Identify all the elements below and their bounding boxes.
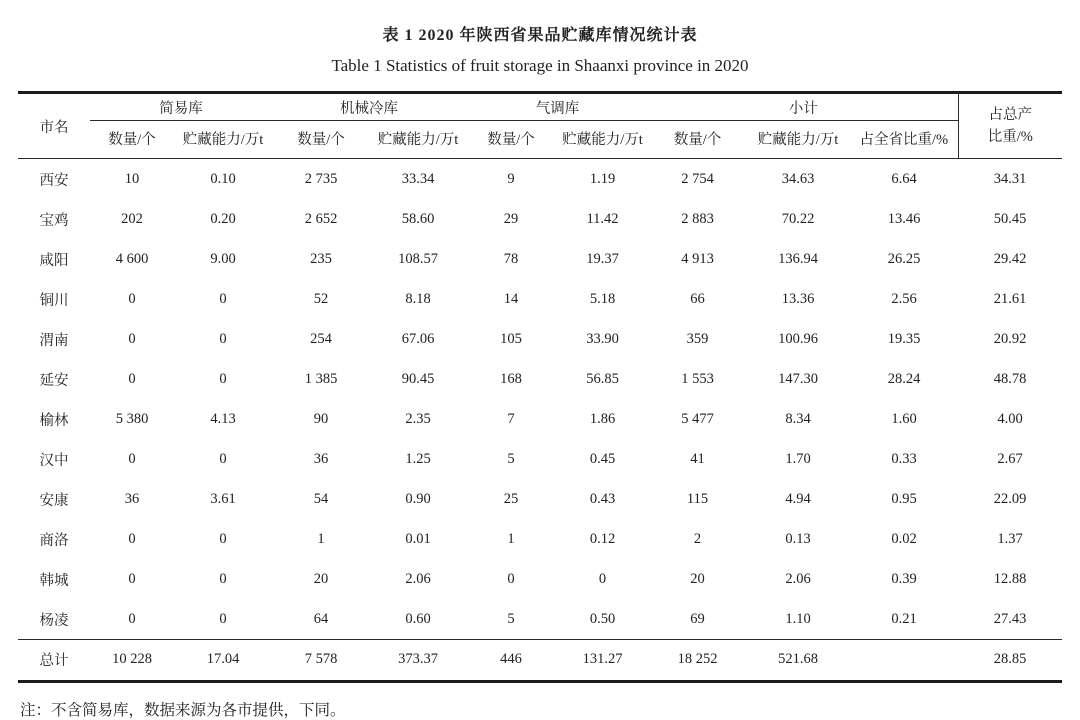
- value-cell: 1: [507, 531, 515, 547]
- value-cell: 0: [128, 451, 136, 467]
- value-cell: 7 578: [272, 640, 370, 682]
- value-cell: 2 652: [304, 211, 338, 227]
- value-cell: 36: [124, 491, 140, 507]
- value-cell: 2.06: [785, 571, 811, 587]
- value-cell: 0: [219, 371, 227, 387]
- value-cell: 27.43: [993, 611, 1027, 627]
- value-cell: 33.90: [586, 331, 619, 347]
- value-cell: 90.45: [401, 371, 435, 387]
- col-header-simple-capacity: 贮藏能力/万t: [174, 121, 272, 159]
- value-cell: 36: [313, 451, 329, 467]
- value-cell: 4.94: [785, 491, 811, 507]
- city-cell: 榆林: [39, 413, 69, 429]
- value-cell: 0: [598, 571, 607, 587]
- value-cell: 168: [500, 371, 522, 387]
- table-row: [18, 359, 1062, 399]
- value-cell: 1.10: [785, 611, 811, 627]
- group-header-row: [18, 93, 1062, 121]
- value-cell: 131.27: [556, 640, 649, 682]
- value-cell: 0.21: [891, 611, 917, 627]
- value-cell: 2 735: [304, 171, 338, 187]
- city-cell: 总计: [18, 640, 90, 682]
- value-cell: 0.12: [589, 531, 616, 547]
- value-cell: 0.95: [891, 491, 917, 507]
- city-cell: 汉中: [39, 453, 69, 469]
- value-cell: 0: [219, 451, 227, 467]
- value-cell: 26.25: [887, 251, 921, 267]
- value-cell: 0.90: [405, 491, 431, 507]
- value-cell: 64: [313, 611, 329, 627]
- value-cell: 0.20: [210, 211, 236, 227]
- value-cell: 14: [503, 291, 519, 307]
- value-cell: 8.18: [405, 291, 431, 307]
- city-cell: 宝鸡: [39, 213, 69, 229]
- value-cell: 1.25: [405, 451, 431, 467]
- table-row: [18, 239, 1062, 279]
- value-cell: 0: [128, 291, 136, 307]
- col-header-total-output-share-line2: 比重/%: [987, 129, 1033, 145]
- col-header-total-output-share: [958, 93, 1062, 159]
- value-cell: 1.70: [785, 451, 811, 467]
- value-cell: 52: [313, 291, 329, 307]
- value-cell: [850, 640, 958, 682]
- table-body: [18, 159, 1062, 682]
- value-cell: 20: [313, 571, 329, 587]
- value-cell: 13.46: [887, 211, 921, 227]
- value-cell: 29: [503, 211, 519, 227]
- value-cell: 1.19: [589, 171, 616, 187]
- value-cell: 0.01: [405, 531, 431, 547]
- value-cell: 2.56: [891, 291, 917, 307]
- value-cell: 9.00: [210, 251, 236, 267]
- value-cell: 5: [507, 611, 515, 627]
- value-cell: 69: [690, 611, 705, 627]
- value-cell: 67.06: [401, 331, 435, 347]
- col-header-subtotal-quantity: 数量/个: [649, 121, 746, 159]
- value-cell: 4 600: [115, 251, 149, 267]
- value-cell: 25: [503, 491, 519, 507]
- table-caption-chinese: 表 1 2020 年陕西省果品贮藏库情况统计表: [382, 27, 698, 44]
- value-cell: 8.34: [785, 411, 811, 427]
- value-cell: 373.37: [370, 640, 466, 682]
- table-row: [18, 599, 1062, 640]
- city-cell: 韩城: [39, 573, 69, 589]
- table-total-row: [18, 640, 1062, 682]
- value-cell: 5: [507, 451, 515, 467]
- table-row: [18, 439, 1062, 479]
- value-cell: 0: [128, 371, 136, 387]
- value-cell: 21.61: [993, 291, 1027, 307]
- table-row: [18, 519, 1062, 559]
- value-cell: 100.96: [778, 331, 818, 347]
- value-cell: 56.85: [586, 371, 619, 387]
- value-cell: 1 553: [681, 371, 714, 387]
- value-cell: 22.09: [993, 491, 1027, 507]
- table-row: [18, 159, 1062, 200]
- city-cell: 咸阳: [39, 253, 69, 269]
- value-cell: 28.24: [887, 371, 921, 387]
- table-row: [18, 199, 1062, 239]
- table-row: [18, 279, 1062, 319]
- value-cell: 6.64: [891, 171, 917, 187]
- value-cell: 34.31: [993, 171, 1027, 187]
- value-cell: 1.86: [589, 411, 616, 427]
- group-header-controlled-atmosphere-storage: 气调库: [466, 93, 649, 121]
- col-header-total-output-share-line1: 占总产: [988, 106, 1033, 123]
- table-row: [18, 399, 1062, 439]
- value-cell: 105: [500, 331, 522, 347]
- value-cell: 54: [313, 491, 329, 507]
- value-cell: 147.30: [778, 371, 818, 387]
- value-cell: 58.60: [401, 211, 435, 227]
- value-cell: 2 883: [681, 211, 714, 227]
- city-cell: 杨凌: [39, 613, 69, 629]
- value-cell: 1.37: [997, 531, 1023, 547]
- value-cell: 13.36: [781, 291, 815, 307]
- value-cell: 0: [128, 331, 136, 347]
- value-cell: 0.60: [405, 611, 431, 627]
- city-cell: 延安: [39, 373, 69, 389]
- value-cell: 2 754: [681, 171, 714, 187]
- city-cell: 安康: [39, 493, 69, 509]
- value-cell: 4.00: [997, 411, 1023, 427]
- value-cell: 4.13: [210, 411, 236, 427]
- city-cell: 西安: [39, 173, 69, 189]
- table-row: [18, 479, 1062, 519]
- value-cell: 136.94: [778, 251, 818, 267]
- value-cell: 202: [121, 211, 143, 227]
- value-cell: 2.67: [997, 451, 1023, 467]
- value-cell: 0.10: [210, 171, 236, 187]
- value-cell: 2.35: [405, 411, 431, 427]
- value-cell: 20.92: [993, 331, 1027, 347]
- value-cell: 115: [686, 491, 709, 507]
- value-cell: 48.78: [993, 371, 1027, 387]
- value-cell: 254: [310, 331, 332, 347]
- value-cell: 19.37: [586, 251, 619, 267]
- group-header-mechanical-cold-storage: 机械冷库: [272, 93, 466, 121]
- value-cell: 359: [686, 331, 709, 347]
- value-cell: 33.34: [401, 171, 435, 187]
- value-cell: 0.45: [589, 451, 616, 467]
- value-cell: 7: [507, 411, 515, 427]
- value-cell: 1.60: [891, 411, 917, 427]
- col-header-atmosphere-quantity: 数量/个: [466, 121, 556, 159]
- value-cell: 0: [128, 531, 136, 547]
- value-cell: 18 252: [649, 640, 746, 682]
- value-cell: 0: [219, 331, 227, 347]
- value-cell: 5 477: [681, 411, 714, 427]
- col-header-simple-quantity: 数量/个: [90, 121, 174, 159]
- value-cell: 5.18: [589, 291, 616, 307]
- col-header-province-share: 占全省比重/%: [850, 121, 958, 159]
- value-cell: 19.35: [887, 331, 921, 347]
- value-cell: 10: [124, 171, 140, 187]
- value-cell: 66: [690, 291, 705, 307]
- value-cell: 235: [310, 251, 332, 267]
- value-cell: 0: [219, 291, 227, 307]
- value-cell: 2.06: [405, 571, 431, 587]
- table-footnote: 注：不含简易库，数据来源为各市提供，下同。: [20, 702, 346, 719]
- value-cell: 70.22: [781, 211, 815, 227]
- group-header-subtotal: 小计: [649, 93, 958, 121]
- value-cell: 0: [128, 571, 136, 587]
- col-header-mechanical-capacity: 贮藏能力/万t: [370, 121, 466, 159]
- value-cell: 3.61: [210, 491, 236, 507]
- value-cell: 0.02: [891, 531, 917, 547]
- sub-header-row: [18, 121, 1062, 159]
- table-caption-english: Table 1 Statistics of fruit storage in Shaanxi province in 2020: [331, 56, 749, 75]
- value-cell: 0: [219, 571, 227, 587]
- value-cell: 20: [690, 571, 705, 587]
- col-header-atmosphere-capacity: 贮藏能力/万t: [556, 121, 649, 159]
- table-row: [18, 559, 1062, 599]
- value-cell: 1: [317, 531, 325, 547]
- value-cell: 11.42: [586, 211, 619, 227]
- value-cell: 10 228: [90, 640, 174, 682]
- value-cell: 0.33: [891, 451, 917, 467]
- value-cell: 29.42: [993, 251, 1027, 267]
- value-cell: 0: [219, 531, 227, 547]
- value-cell: 28.85: [958, 640, 1062, 682]
- city-cell: 商洛: [39, 533, 69, 549]
- value-cell: 0.13: [785, 531, 811, 547]
- city-cell: 铜川: [39, 293, 69, 309]
- value-cell: 90: [313, 411, 329, 427]
- table-row: [18, 319, 1062, 359]
- value-cell: 4 913: [681, 251, 714, 267]
- value-cell: 17.04: [174, 640, 272, 682]
- city-cell: 渭南: [39, 333, 69, 349]
- value-cell: 446: [466, 640, 556, 682]
- value-cell: 0: [128, 611, 136, 627]
- col-header-subtotal-capacity: 贮藏能力/万t: [746, 121, 850, 159]
- col-header-mechanical-quantity: 数量/个: [272, 121, 370, 159]
- fruit-storage-statistics-table: [18, 91, 1062, 683]
- value-cell: 0: [219, 611, 227, 627]
- value-cell: 0.43: [589, 491, 616, 507]
- value-cell: 9: [507, 171, 515, 187]
- value-cell: 0: [507, 571, 515, 587]
- value-cell: 2: [693, 531, 702, 547]
- value-cell: 50.45: [993, 211, 1027, 227]
- value-cell: 521.68: [746, 640, 850, 682]
- value-cell: 108.57: [398, 251, 438, 267]
- col-header-city: 市名: [18, 93, 90, 159]
- value-cell: 12.88: [993, 571, 1027, 587]
- value-cell: 5 380: [115, 411, 149, 427]
- table-header: [18, 93, 1062, 159]
- value-cell: 41: [690, 451, 705, 467]
- value-cell: 1 385: [304, 371, 338, 387]
- value-cell: 78: [503, 251, 519, 267]
- group-header-simple-storage: 简易库: [90, 93, 272, 121]
- value-cell: 0.39: [891, 571, 917, 587]
- value-cell: 0.50: [589, 611, 616, 627]
- value-cell: 34.63: [781, 171, 815, 187]
